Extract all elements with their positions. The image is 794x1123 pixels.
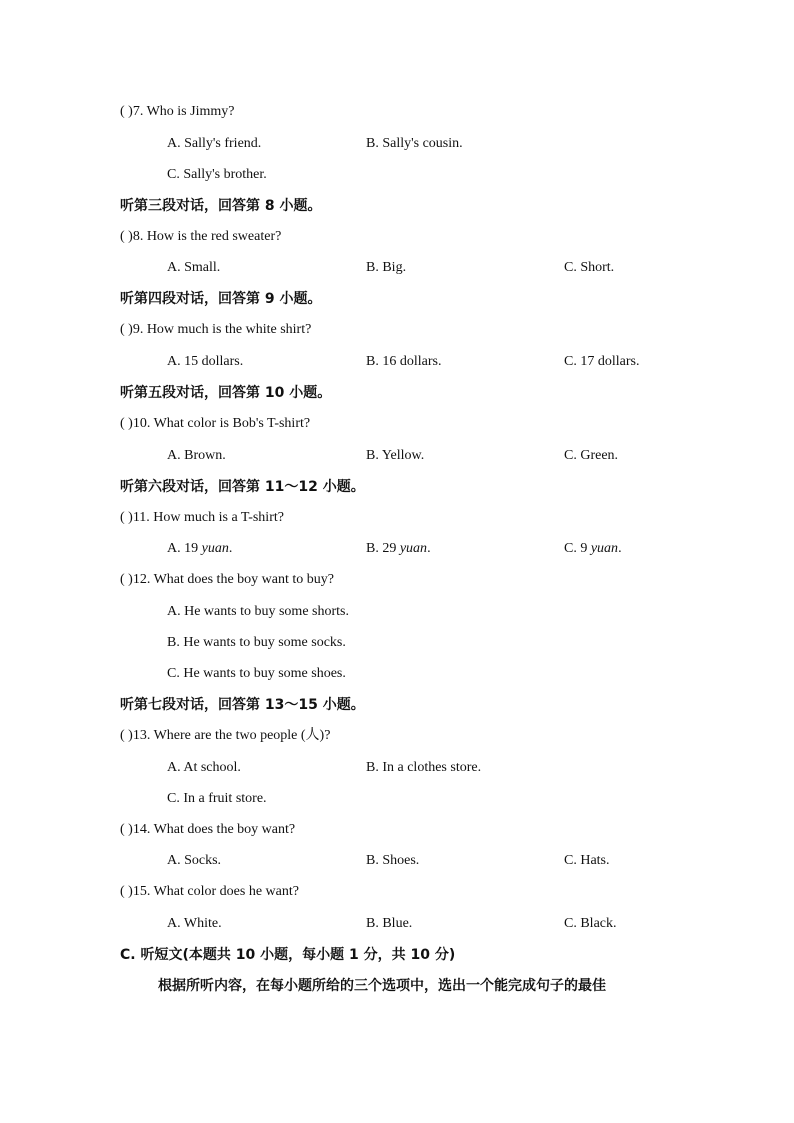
question-12-option-c: C. He wants to buy some shoes. xyxy=(167,666,346,681)
question-13-option-c: C. In a fruit store. xyxy=(167,791,267,806)
question-14-option-b: B. Shoes. xyxy=(366,853,420,868)
question-15-stem: ( )15. What color does he want? xyxy=(120,884,299,899)
question-9-option-b: B. 16 dollars. xyxy=(366,354,442,369)
question-11-option-a xyxy=(167,539,232,559)
question-9-option-c: C. 17 dollars. xyxy=(564,354,640,369)
question-7-option-b: B. Sally's cousin. xyxy=(366,136,463,151)
question-12-stem: ( )12. What does the boy want to buy? xyxy=(120,572,334,587)
question-8-option-c: C. Short. xyxy=(564,260,615,275)
section-6-heading: 听第六段对话，回答第 11～12 小题。 xyxy=(120,479,365,495)
question-11-option-a-value: A. 19 xyxy=(167,541,202,556)
question-13-option-b: B. In a clothes store. xyxy=(366,760,482,775)
question-13-option-a: A. At school. xyxy=(167,760,241,775)
question-9-stem: ( )9. How much is the white shirt? xyxy=(120,322,312,337)
part-c-instruction: 根据所听内容，在每小题所给的三个选项中，选出一个能完成句子的最佳 xyxy=(158,978,606,994)
question-11-option-c xyxy=(564,539,622,559)
question-14-option-a: A. Socks. xyxy=(167,853,222,868)
section-7-heading: 听第七段对话，回答第 13～15 小题。 xyxy=(120,697,365,713)
section-4-heading: 听第四段对话，回答第 9 小题。 xyxy=(120,291,322,307)
question-8-option-a: A. Small. xyxy=(167,260,221,275)
question-9-option-a: A. 15 dollars. xyxy=(167,354,244,369)
question-13-stem: ( )13. Where are the two people (人)? xyxy=(120,728,331,743)
question-7-stem: ( )7. Who is Jimmy? xyxy=(120,104,235,119)
question-14-option-c: C. Hats. xyxy=(564,853,610,868)
question-11-option-a-unit: yuan xyxy=(201,541,229,556)
question-10-option-a: A. Brown. xyxy=(167,448,226,463)
part-c-heading: C. 听短文(本题共 10 小题，每小题 1 分，共 10 分) xyxy=(120,947,456,963)
question-11-stem: ( )11. How much is a T-shirt? xyxy=(120,510,284,525)
question-8-stem: ( )8. How is the red sweater? xyxy=(120,229,282,244)
question-11-option-c-value: C. 9 xyxy=(564,541,591,556)
question-11-option-b-end: . xyxy=(427,541,431,556)
question-15-option-c: C. Black. xyxy=(564,916,617,931)
question-14-stem: ( )14. What does the boy want? xyxy=(120,822,296,837)
question-7-option-a: A. Sally's friend. xyxy=(167,136,262,151)
question-10-stem: ( )10. What color is Bob's T-shirt? xyxy=(120,416,311,431)
question-10-option-b: B. Yellow. xyxy=(366,448,425,463)
question-11-option-b-value: B. 29 xyxy=(366,541,400,556)
question-15-option-b: B. Blue. xyxy=(366,916,413,931)
question-11-option-b-unit: yuan xyxy=(399,541,428,556)
question-10-option-c: C. Green. xyxy=(564,448,619,463)
section-5-heading: 听第五段对话，回答第 10 小题。 xyxy=(120,385,332,401)
question-11-option-a-end: . xyxy=(228,541,233,556)
section-3-heading: 听第三段对话，回答第 8 小题。 xyxy=(120,198,322,214)
question-8-option-b: B. Big. xyxy=(366,260,407,275)
question-11-option-c-end: . xyxy=(618,541,622,556)
question-7-option-c: C. Sally's brother. xyxy=(167,167,267,182)
question-12-option-a: A. He wants to buy some shorts. xyxy=(167,604,349,619)
question-11-option-b xyxy=(366,539,431,559)
question-15-option-a: A. White. xyxy=(167,916,222,931)
question-11-option-c-unit: yuan xyxy=(590,541,619,556)
question-12-option-b: B. He wants to buy some socks. xyxy=(167,635,346,650)
